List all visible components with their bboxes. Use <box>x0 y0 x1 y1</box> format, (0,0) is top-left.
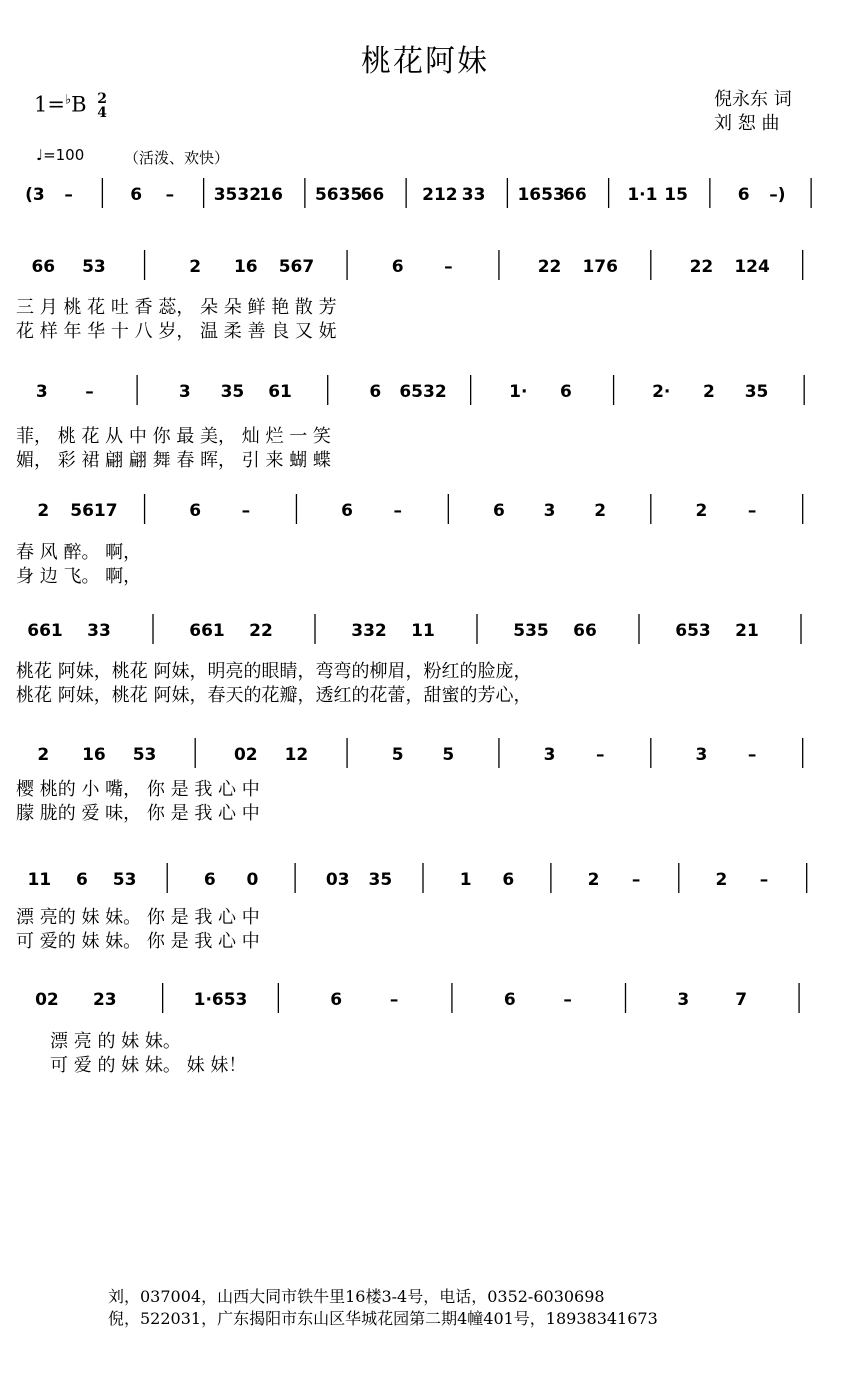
lyrics-line-1-verse-1: 三 月 桃 花 吐 香 蕊， 朵 朵 鲜 艳 散 芳 <box>16 297 337 318</box>
note-group: 35 <box>220 382 245 402</box>
lyrics-line-1-verse-2: 花 样 年 华 十 八 岁， 温 柔 善 良 又 妩 <box>16 321 337 342</box>
note-group: 6 <box>560 382 572 402</box>
note-group: – <box>747 501 757 521</box>
contact-line-lyricist: 倪，522031，广东揭阳市东山区华城花园第二期4幢401号，18938341673 <box>108 1309 658 1328</box>
note-group: 16 <box>233 257 258 277</box>
note-group: 16 <box>259 185 283 205</box>
note-group: 2 <box>715 870 728 890</box>
lyrics-line-5-verse-2: 朦 胧的 爱 味， 你 是 我 心 中 <box>16 803 260 824</box>
note-group: 35 <box>744 382 769 402</box>
note-group: 2 <box>695 501 708 521</box>
note-group: 2· <box>652 382 671 402</box>
note-group: 176 <box>582 257 618 277</box>
note-group: 03 <box>325 870 350 890</box>
note-group: 2 <box>594 501 607 521</box>
note-group: 1·1 <box>627 185 658 205</box>
note-group: 6 <box>203 870 216 890</box>
lyrics-line-6-verse-2: 可 爱的 妹 妹。 你 是 我 心 中 <box>16 931 260 952</box>
note-group: – <box>64 185 73 205</box>
note-group: 5 <box>442 745 455 765</box>
note-group: 3 <box>35 382 48 402</box>
note-group: 1 <box>459 870 472 890</box>
note-group: 567 <box>278 257 315 277</box>
tempo-marking: ♩=100 <box>36 146 85 164</box>
note-group: 124 <box>734 257 770 277</box>
note-group: 16 <box>82 745 106 765</box>
note-group: 22 <box>537 257 562 277</box>
note-group: 21 <box>735 621 759 641</box>
note-group: 5635 <box>314 185 363 205</box>
note-group: 23 <box>92 990 117 1010</box>
note-group: 61 <box>268 382 292 402</box>
note-group: 6 <box>502 870 515 890</box>
note-group: – <box>165 185 175 205</box>
note-group: 6 <box>76 870 88 890</box>
note-group: 53 <box>112 870 137 890</box>
lyrics-line-6-verse-1: 漂 亮的 妹 妹。 你 是 我 心 中 <box>16 907 260 928</box>
note-group: 66 <box>31 257 56 277</box>
note-group: 5 <box>391 745 404 765</box>
note-group: – <box>563 990 572 1010</box>
note-group: 6 <box>503 990 516 1010</box>
note-group: 2 <box>37 745 50 765</box>
note-group: 0 <box>246 870 259 890</box>
note-group: 653 <box>675 621 711 641</box>
note-group: 6 <box>493 501 505 521</box>
note-group: 33 <box>87 621 111 641</box>
note-group: 11 <box>27 870 52 890</box>
key-signature: 1=♭B 2 4 <box>34 91 107 121</box>
note-group: 212 <box>422 185 458 205</box>
note-group: 2 <box>37 501 50 521</box>
note-group: 535 <box>513 621 549 641</box>
note-group: 22 <box>249 621 273 641</box>
note-group: 661 <box>27 621 63 641</box>
note-group: 02 <box>233 745 258 765</box>
note-group: 35 <box>368 870 393 890</box>
note-group: 66 <box>563 185 587 205</box>
note-group: – <box>444 257 453 277</box>
note-group: 6 <box>391 257 404 277</box>
note-group: 3 <box>543 501 556 521</box>
note-group: (3 <box>25 185 45 205</box>
lyrics-line-7-verse-1: 漂 亮 的 妹 妹。 <box>50 1031 181 1052</box>
expression-marking: （活泼、欢快） <box>124 149 230 167</box>
note-group: 53 <box>82 257 106 277</box>
note-group: 6 <box>130 185 143 205</box>
note-group: 332 <box>351 621 387 641</box>
note-group: 12 <box>284 745 309 765</box>
note-group: – <box>759 870 769 890</box>
lyrics-line-2-verse-2: 媚， 彩 裙 翩 翩 舞 春 晖， 引 来 蝴 蝶 <box>16 450 331 471</box>
lyrics-line-7-verse-2: 可 爱 的 妹 妹。 妹 妹！ <box>50 1055 247 1076</box>
note-group: 3 <box>695 745 708 765</box>
note-group: 22 <box>689 257 714 277</box>
note-group: 6 <box>369 382 382 402</box>
note-group: 6 <box>330 990 343 1010</box>
note-group: 6 <box>341 501 353 521</box>
note-group: – <box>631 870 641 890</box>
note-group: 1· <box>509 382 528 402</box>
lyrics-line-2-verse-1: 菲， 桃 花 从 中 你 最 美， 灿 烂 一 笑 <box>16 426 331 447</box>
contact-footer <box>108 1286 658 1330</box>
note-group: –) <box>769 185 786 205</box>
note-group: 53 <box>132 745 157 765</box>
note-group: 66 <box>573 621 597 641</box>
note-group: – <box>747 745 757 765</box>
note-group: 6 <box>189 501 202 521</box>
note-group: 11 <box>411 621 435 641</box>
composer: 刘 恕 曲 <box>714 113 780 134</box>
note-group: 2 <box>189 257 202 277</box>
lyrics-line-3-verse-2: 身 边 飞。 啊， <box>16 566 142 587</box>
note-group: 3532 <box>213 185 262 205</box>
note-group: 6532 <box>399 382 447 402</box>
note-group: 3 <box>543 745 556 765</box>
note-group: 2 <box>587 870 600 890</box>
page-title: 桃花阿妹 <box>361 44 489 79</box>
note-group: – <box>393 501 402 521</box>
note-group: – <box>389 990 399 1010</box>
note-group: – <box>85 382 94 402</box>
note-group: 3 <box>677 990 690 1010</box>
note-group: 5617 <box>70 501 118 521</box>
note-group: 7 <box>735 990 748 1010</box>
note-group: 02 <box>35 990 59 1010</box>
lyricist: 倪永东 词 <box>714 89 792 110</box>
note-group: 15 <box>664 185 688 205</box>
note-group: 2 <box>702 382 715 402</box>
lyrics-line-4-verse-2: 桃花 阿妹，桃花 阿妹，春天的花瓣，透红的花蕾，甜蜜的芳心， <box>16 685 532 706</box>
lyrics-line-4-verse-1: 桃花 阿妹，桃花 阿妹，明亮的眼睛，弯弯的柳眉，粉红的脸庞， <box>16 661 532 682</box>
note-group: 1·653 <box>193 990 248 1010</box>
note-group: 66 <box>360 185 385 205</box>
note-group: 6 <box>737 185 750 205</box>
note-group: – <box>595 745 605 765</box>
note-group: 3 <box>178 382 191 402</box>
note-group: 661 <box>189 621 225 641</box>
contact-line-composer: 刘，037004，山西大同市铁牛里16楼3-4号，电话，0352-6030698 <box>108 1287 605 1306</box>
lyrics-line-3-verse-1: 春 风 醉。 啊， <box>16 542 142 563</box>
note-group: 1653 <box>517 185 565 205</box>
note-group: – <box>241 501 251 521</box>
lyrics-line-5-verse-1: 樱 桃的 小 嘴， 你 是 我 心 中 <box>16 779 260 800</box>
note-group: 33 <box>461 185 486 205</box>
